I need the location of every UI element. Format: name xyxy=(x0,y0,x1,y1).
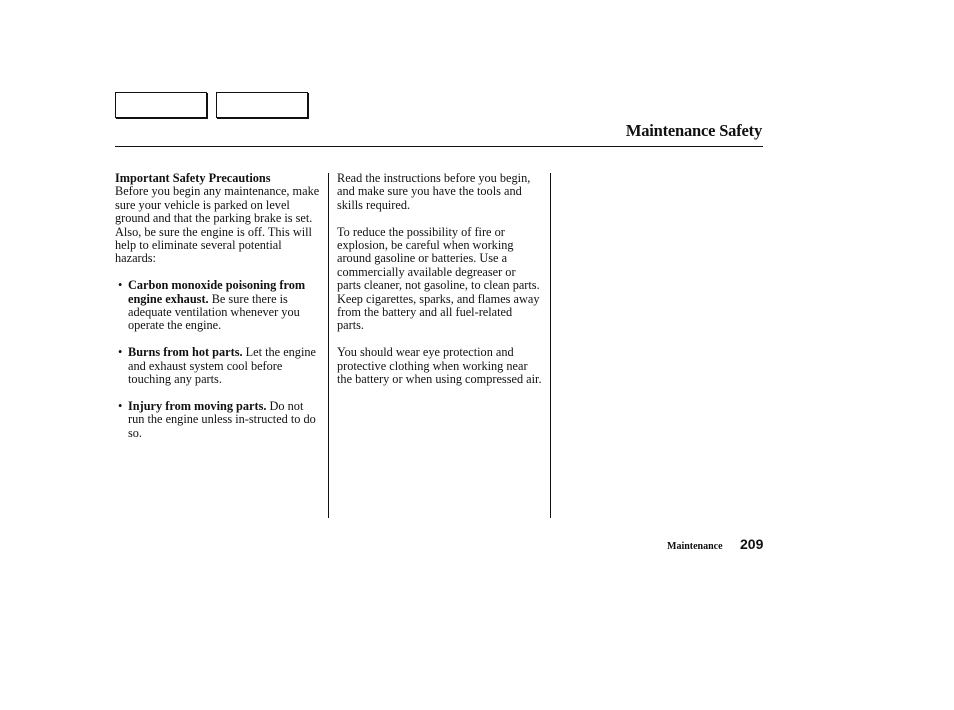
nav-next-button[interactable] xyxy=(216,92,308,118)
bullet-icon: • xyxy=(118,398,123,413)
hazard-title: Carbon monoxide poisoning from engine exhaust. xyxy=(128,278,306,306)
hazard-title: Injury from moving parts. xyxy=(128,398,267,413)
column-divider xyxy=(328,173,329,518)
footer-section-label: Maintenance xyxy=(667,541,723,552)
column-divider xyxy=(550,173,551,518)
bullet-icon: • xyxy=(118,278,123,293)
header-rule xyxy=(115,146,763,147)
hazard-title: Burns from hot parts. xyxy=(128,345,243,360)
hazard-list-item xyxy=(115,279,320,333)
hazard-text: Be sure there is adequate ventilation whenever you operate the engine. xyxy=(128,291,300,333)
nav-previous-button[interactable] xyxy=(115,92,207,118)
left-column xyxy=(115,172,320,440)
intro-paragraph: Before you begin any maintenance, make sure your vehicle is parked on level ground and that the parking brake is set. Also, be sure the engine is off. This will help to eliminate several potential hazards: xyxy=(115,184,320,266)
hazard-list-item xyxy=(115,346,320,386)
eye-protection-paragraph: You should wear eye protection and protective clothing when working near the battery or when using compressed air. xyxy=(337,345,542,387)
page-number: 209 xyxy=(740,536,764,552)
page-title: Maintenance Safety xyxy=(625,121,762,140)
instructions-paragraph: Read the instructions before you begin, and make sure you have the tools and skills required. xyxy=(337,171,531,212)
bullet-icon: • xyxy=(118,345,123,360)
fire-warning-paragraph: To reduce the possibility of fire or explosion, be careful when working around gasoline or batteries. Use a commercially available degreaser or parts cleaner, not gasoline, to clean parts. Keep cigarettes, sparks, and flames away from the battery and all fuel-related parts. xyxy=(337,224,540,333)
hazard-text: Do not run the engine unless in-structed to do so. xyxy=(128,398,316,440)
hazard-list-item xyxy=(115,400,320,440)
section-heading: Important Safety Precautions xyxy=(115,171,271,185)
middle-column xyxy=(337,172,542,386)
hazard-text: Let the engine and exhaust system cool before touching any parts. xyxy=(128,345,316,387)
